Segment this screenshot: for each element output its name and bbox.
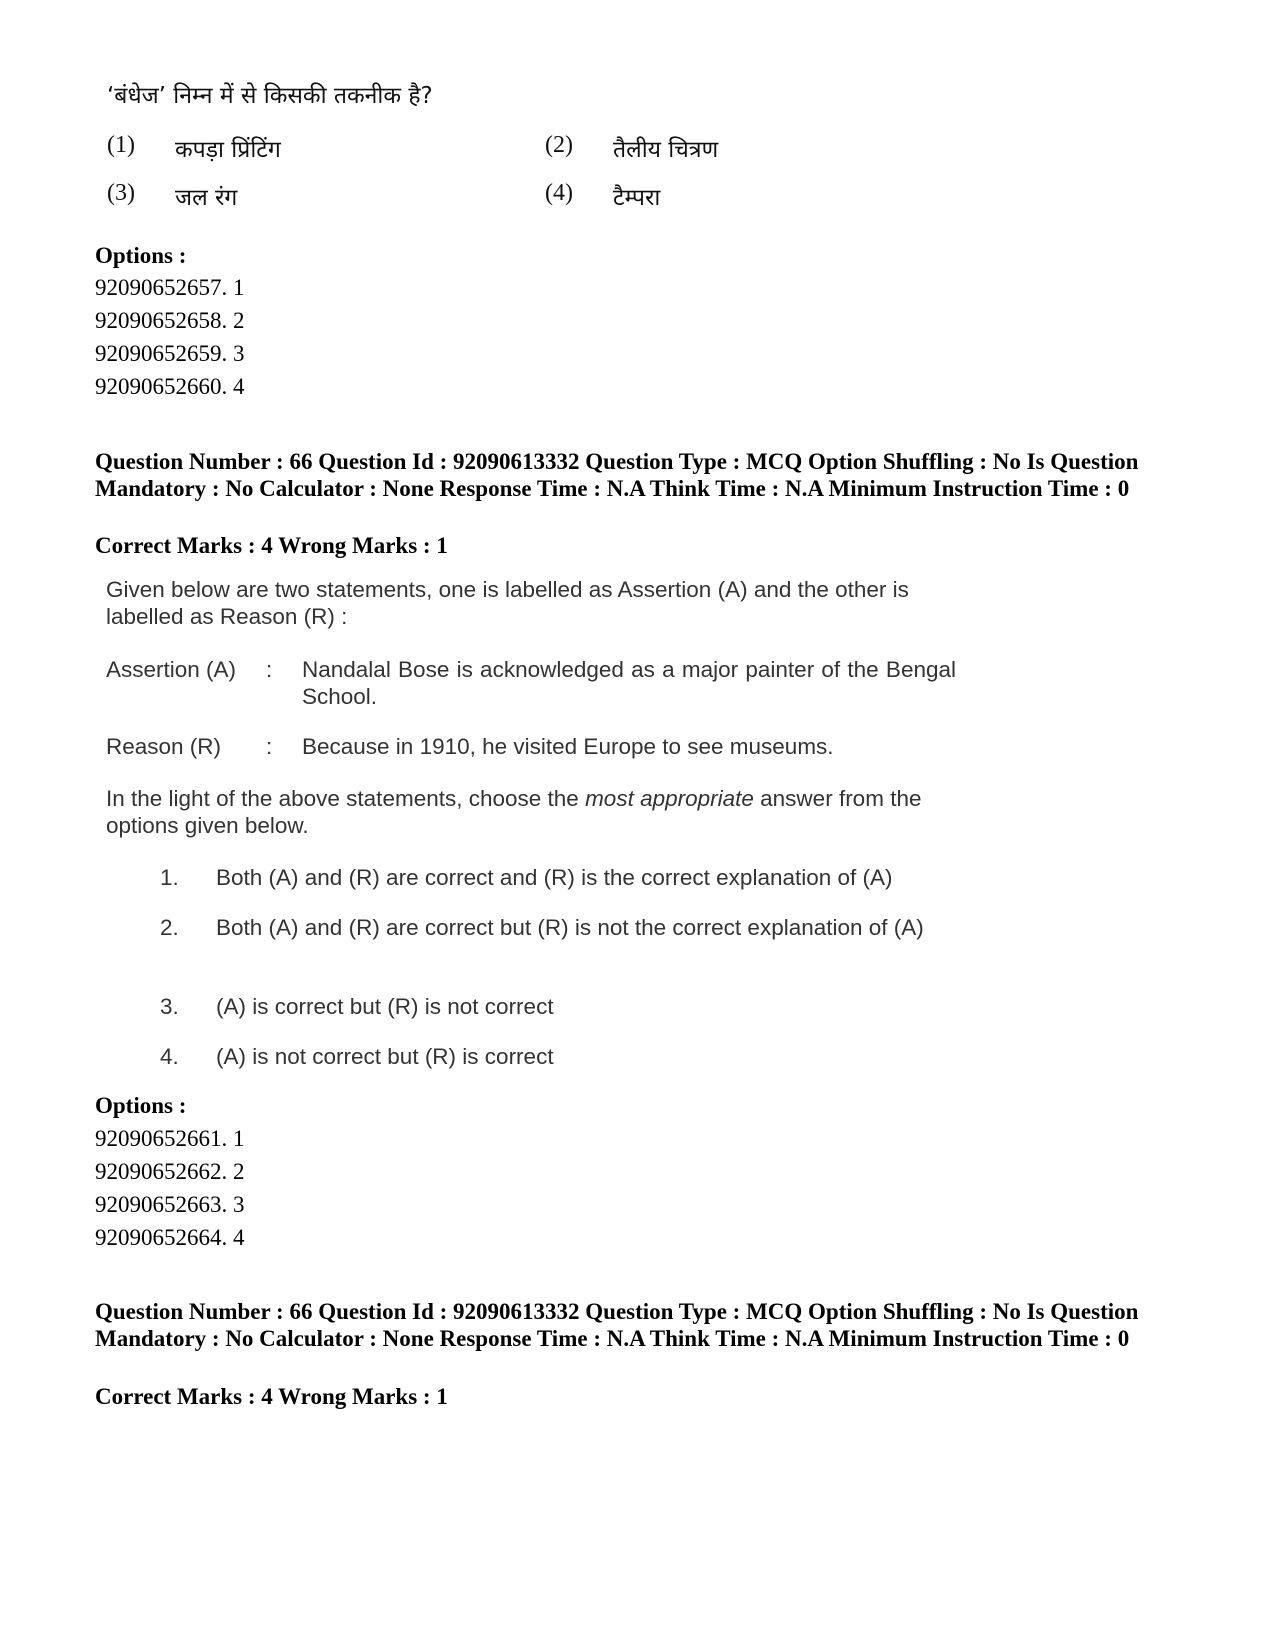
option-item: 92090652659. 3: [95, 341, 245, 366]
choice-text: तैलीय चित्रण: [613, 137, 719, 163]
options-heading: Options :: [95, 1093, 187, 1118]
option-item: 92090652657. 1: [95, 275, 245, 300]
hindi-choice-2: [545, 132, 718, 164]
question-meta: Question Number : 66 Question Id : 92090613332 Question Type : MCQ Option Shuffling : No Is Question Mandatory : No Calculator : None Response Time : N.A Think Time : N.A Minimum Instruction Time : 0: [95, 1299, 1139, 1351]
english-choice-3: [160, 993, 955, 1020]
choice-number: (1): [107, 132, 135, 158]
option-item: 92090652660. 4: [95, 374, 245, 399]
hindi-choice-4: [545, 180, 660, 212]
choice-number: 2.: [160, 915, 179, 940]
choice-number: 3.: [160, 994, 179, 1019]
question-meta: Question Number : 66 Question Id : 92090613332 Question Type : MCQ Option Shuffling : No Is Question Mandatory : No Calculator : None Response Time : N.A Think Time : N.A Minimum Instruction Time : 0: [95, 449, 1139, 501]
option-item: 92090652663. 3: [95, 1192, 245, 1217]
hindi-question-text: ‘बंधेज’ निम्न में से किसकी तकनीक है?: [107, 83, 433, 109]
colon: :: [266, 734, 273, 759]
option-item: 92090652658. 2: [95, 308, 245, 333]
question-intro: Given below are two statements, one is labelled as Assertion (A) and the other is labelled as Reason (R) :: [106, 577, 909, 629]
choice-number: (3): [107, 180, 135, 206]
hindi-choice-3: [107, 180, 237, 212]
choice-number: 1.: [160, 865, 179, 890]
reason-text: Because in 1910, he visited Europe to see museums.: [302, 734, 834, 759]
choice-text: Both (A) and (R) are correct and (R) is the correct explanation of (A): [216, 865, 893, 890]
assertion-row: [106, 656, 956, 710]
question-marks: Correct Marks : 4 Wrong Marks : 1: [95, 533, 448, 558]
choice-text: (A) is not correct but (R) is correct: [216, 1044, 554, 1069]
instruction-pre: In the light of the above statements, choose the: [106, 786, 586, 811]
options-list: [95, 271, 245, 403]
english-choice-2: [160, 914, 955, 941]
option-item: 92090652664. 4: [95, 1225, 245, 1250]
choice-number: 4.: [160, 1044, 179, 1069]
instruction-post: answer from the options given below.: [106, 786, 922, 838]
english-choice-1: [160, 864, 955, 891]
assertion-label: Assertion (A): [106, 657, 237, 682]
assertion-text: Nandalal Bose is acknowledged as a major painter of the Bengal School.: [302, 657, 956, 709]
reason-row: [106, 733, 956, 760]
option-item: 92090652662. 2: [95, 1159, 245, 1184]
instruction-emphasis: most appropriate: [585, 786, 754, 811]
choice-text: टैम्परा: [613, 185, 661, 211]
hindi-choice-1: [107, 132, 281, 164]
choice-number: (4): [545, 180, 573, 206]
question-marks: Correct Marks : 4 Wrong Marks : 1: [95, 1384, 448, 1409]
choice-number: (2): [545, 132, 573, 158]
reason-label: Reason (R): [106, 734, 222, 759]
choice-text: (A) is correct but (R) is not correct: [216, 994, 554, 1019]
options-heading: Options :: [95, 243, 187, 268]
colon: :: [266, 657, 273, 682]
choice-text: जल रंग: [175, 185, 238, 211]
options-list: [95, 1122, 245, 1254]
english-choice-4: [160, 1043, 955, 1070]
choice-text: कपड़ा प्रिंटिंग: [175, 137, 281, 163]
choice-text: Both (A) and (R) are correct but (R) is not the correct explanation of (A): [216, 915, 924, 940]
option-item: 92090652661. 1: [95, 1126, 245, 1151]
instruction-text: [106, 785, 956, 839]
